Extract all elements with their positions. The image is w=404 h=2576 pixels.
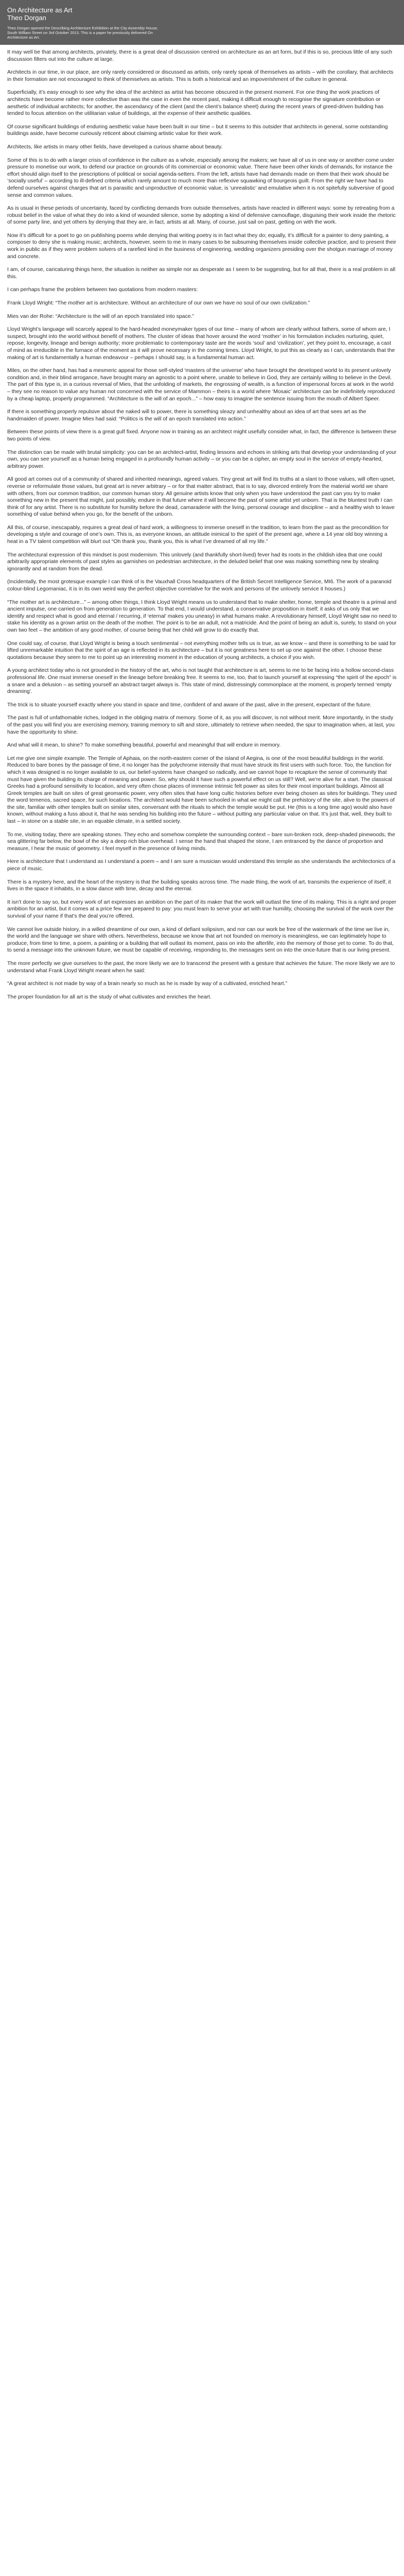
- paragraph: (Incidentally, the most grotesque example I can think of is the Vauxhall Cross headquarters of the British Secret Intelligence Service, MI6. The work of a paranoid colour-blind Legomaniac, it is in its own weird way the perfect objective correlative for the work and persons of the unlovely service it houses.): [7, 579, 392, 592]
- paragraph: The trick is to situate yourself exactly where you stand in space and time, confident of and aware of the past, alive in the present, expectant of the future.: [7, 701, 372, 708]
- article-author: Theo Dorgan: [7, 14, 46, 22]
- paragraph: Some of this is to do with a larger crisis of confidence in the culture as a whole, especially among the makers; we have all of us in one way or another come under pressure to monetise our work, to defend our practice on grounds of its commercial or economic value. There have been other kinds of demands, for instance the effort should align itself to the prescriptions of political or social agenda-setters. From the left, artists have had demands made on them that their work should be ‘socially useful’ – according to ill-defined criteria which rarely amount to much more than reflexive squawking of bourgeois guilt. From the right we have had to defend ourselves against charges that art is parasitic and unproductive of economic value, is ‘unrealistic’ and emulative when it is not spitefully subversive of good sense and common values.: [7, 157, 394, 198]
- article-body: [0, 45, 404, 1017]
- paragraph: The more perfectly we give ourselves to the past, the more likely we are to transcend the present with a gesture that achieves the future. The more likely we are to understand what Frank Lloyd Wright meant when he said:: [7, 960, 395, 974]
- paragraph: A young architect today who is not grounded in the history of the art, who is not taught that architecture is art, seems to me to be facing into a hollow second-class professional life. One must immerse oneself in the lineage before breaking free. It seems to me, too, that to launch yourself at expressing “the spirit of the epoch” is a snare and a delusion – as setting yourself an abstract target always is. This state of mind, distressingly commonplace at the moment, is properly termed ‘empty dreaming’.: [7, 667, 397, 695]
- paragraph: The past is full of unfathomable riches, lodged in the obliging matrix of memory. Some of it, as you will discover, is not without merit. More importantly, in the study of the past you will find you are exercising memory, training memory to sift and store, ultimately to retrieve when needed, the spur to imagination when, at last, you have the opportunity to shine.: [7, 715, 395, 735]
- paragraph: I can perhaps frame the problem between two quotations from modern masters:: [7, 286, 198, 293]
- paragraph: I am, of course, caricaturing things here, the situation is neither as simple nor as desperate as I seem to be suggesting, but for all that, there is a real problem in all this.: [7, 266, 396, 280]
- paragraph: Here is architecture that I understand as I understand a poem – and I am sure a musician would understand this temple as she understands the architectonics of a piece of music.: [7, 858, 396, 872]
- paragraph: It may well be that among architects, privately, there is a great deal of discussion centred on architecture as an art form, but if this is so, precious little of any such discussion filters out into the culture at large.: [7, 49, 392, 62]
- paragraph: And what will it mean, to shine? To make something beautiful, powerful and meaningful that will endure in memory.: [7, 742, 281, 749]
- paragraph: Let me give one simple example. The Temple of Aphaia, on the north-eastern corner of the island of Aegina, is one of the most beautiful buildings in the world. Reduced to bare bones by the passage of time, it no longer has the polychrome intensity that must have struck its first users with such force. Too, the function for which it was designed is no longer available to us, our belief-systems have changed so radically, and we cannot hope to recapture the sense of community that must have given the building its charge of meaning and power. So, why should it have such a powerful effect on us still? Well, we're alive for a start. The classical Greeks had a profound sensitivity to location, and very often chose places of immense intrinsic felt power as sites for their most important buildings. Almost all Greek temples are built on sites of great geomantic power, very often sites that have long cultic histories before ever being chosen as sites for buildings. They used the word temenos, sacred space, for such locations. The architect would have been schooled in what we might call the prehistory of the site, alive to the powers of the site, familiar with other temples built on similar sites, conversant with the rituals to which the temple would be put. He (this is a long time ago) would also have known, without making a fuss about it, that he was sending his building into the future – without putting any particular value on that. It’s just that, well, they built to last – in stone on a stable site, in an equable climate, in a settled society.: [7, 755, 397, 825]
- paragraph: “The mother art is architecture...” – among other things, I think Lloyd Wright means us to understand that to make shelter, home, temple and theatre is a primal and ancient impulse, one carried on from generation to generation. To that end, I would understand, a conservative proposition in itself; it asks of us only that we identify and respect what is good and eternal / recurring, if ‘eternal’ makes you uneasy) in what humans make. A revolutionary himself, Lloyd Wright saw no need to stake his identity as a grown artist on the death of the mother. The point is to be an adult, not a matricide. And the point of being an adult is, surely, to stand on your own two feet – the ambition of any good mother, of course being that her child will grow to do exactly that.: [7, 599, 397, 633]
- paragraph: All this, of course, inescapably, requires a great deal of hard work, a willingness to immerse oneself in the tradition, to learn from the past as the precondition for developing a style and courage of one’s own. This is, as everyone knows, an attitude inimical to the spirit of the present age, where a 14 year old boy winning a heat in a TV talent competition will blurt out “Oh thank you, thank you, this is what I’ve dreamed of all my life.”: [7, 524, 389, 545]
- article-note: Theo Dorgan opened the Describing Architecture Exhibition at the City Assembly House, South William Street on 3rd October 2013. This is a paper he previously delivered On Architecture as Art.: [7, 26, 159, 40]
- paragraph: One could say, of course, that Lloyd Wright is being a touch sentimental – not everything mother tells us is true, as we know – and there is something to be said for lifted unremarkable intuition that the spirit of an age is reflected in its architecture – but it is not greatness here to set up one against the other. I choose these quotations because they seem to me to point up an interesting moment in the education of young architects, a choice if you wish.: [7, 640, 396, 660]
- article-header: [0, 0, 404, 45]
- paragraph: The distinction can be made with brutal simplicity: you can be an architect-artist, finding lessons and echoes in striking arts that develop your understanding of your own, you can see yourself as a human being engaged in a profoundly human activity – or you can be a cipher, an empty soul in the service of empty-hearted, arbitrary power.: [7, 449, 397, 469]
- paragraph: Superficially, it’s easy enough to see why the idea of the architect as artist has become obscured in the present moment. For one thing the work practices of architects have become rather more collective than was the case in even the recent past, making it difficult enough to recognise the signature contribution or aesthetic of individual architects; for another, the ascendancy of the client (and the client’s balance sheet) during the recent years of greed-driven building has tended to focus attention on the utilitarian value of buildings, at the expense of their aesthetic qualities.: [7, 89, 384, 117]
- paragraph: It isn’t done to say so, but every work of art expresses an ambition on the part of its maker that the work will outlast the time of its making. This is a right and proper ambition for an artist, but it comes at a price few are prepared to pay: you must learn to serve your art with true humility, choosing the survival of the work over the survival of your name if that’s the deal you’re offered.: [7, 899, 397, 919]
- paragraph: We cannot live outside history, in a willed dreamtime of our own, a kind of defiant solipsism, and nor can our work be free of the watermark of the time we live in, the world and the language we share with others. Nevertheless, because we know that art not founded on memory is meaningless, we can legitimately hope to produce, from time to time, a poem, a painting or a building that will outlast its moment, pass on into the afterlife, into the memory of those yet to come. To do that, to send a message into the unknown future, we must be capable of receiving, responding to, the messages sent on into the once-future that is our living present.: [7, 926, 394, 954]
- paragraph: If there is something properly repulsive about the naked will to power, there is something sleazy and unhealthy about an idea of art that sees art as the handmaiden of power. Imagine Mies had said: “Politics is the will of an epoch translated into action.”: [7, 409, 366, 422]
- paragraph: The architectural expression of this mindset is post modernism. This unlovely (and thankfully short-lived) fever had its roots in the childish idea that one could arbitrarily appropriate elements of past styles as garnishes on pedestrian architecture, in the deluded belief that one was making something new by stealing ignorantly and at random from the dead.: [7, 551, 382, 572]
- paragraph: Between these points of view there is a great gulf fixed. Anyone now in training as an architect might usefully consider what, in fact, the difference is between these two points of view.: [7, 429, 397, 442]
- paragraph: Lloyd Wright’s language will scarcely appeal to the hard-headed moneymaker types of our time – many of whom are clearly without fathers, some of whom are, I suspect, brought into the world without benefit of mothers. The cluster of ideas that hover around the word ‘mother’ in his formulation includes nurturing, quiet, repose, longevity, lineage and benign authority; more problematic to contemporary taste are the words ‘soul’ and ‘civilization’, yet they point to, encourage, a cast of mind as irreducible in the furnace of the moment as it will prove necessary in the coming times. Lloyd Wright, to put this as clearly as I can, understands that the making of art is fundamentally a human endeavour – perhaps I should say, is a fundamental human act.: [7, 326, 395, 361]
- paragraph: Architects, like artists in many other fields, have developed a curious shame about beauty.: [7, 143, 223, 150]
- paragraph: Mies van der Rohe: “Architecture is the will of an epoch translated into space.”: [7, 313, 195, 319]
- article-title: On Architecture as Art: [7, 6, 73, 14]
- paragraph: “A great architect is not made by way of a brain nearly so much as he is made by way of a cultivated, enriched heart.”: [7, 980, 287, 987]
- paragraph: All good art comes out of a community of shared and inherited meanings, agreed values. Tiny great art will find its truths at a slant to those values, will often upset, reverse or reformulate those values, but great art is never arbitrary – or for that matter abstract, that is to say, divorced entirely from the material world we share with others, from our common tradition, our common human story. All genuine artists know that only when you have understood the past can you try to make something new in the present that might, just possibly, endure in that future where it will become the past of some artist yet unborn. That is the bluntest truth I can think of for any artist. There is no substitute for humility before the dead, camaraderie with the living, personal courage and discipline – and a healthy wish to leave something of value behind when you go, for the benefit of the unborn.: [7, 476, 395, 518]
- page: [0, 0, 404, 1017]
- paragraph: There is a mystery here, and the heart of the mystery is that the building speaks across time. The made thing, the work of art, transmits the experience of itself, it lives in the space it inhabits, in a slow dance with time, decay and the eternal.: [7, 878, 391, 892]
- paragraph: The proper foundation for all art is the study of what cultivates and enriches the heart.: [7, 993, 212, 1000]
- paragraph: Of course significant buildings of enduring aesthetic value have been built in our time – but it seems to this outsider that architects in general, some outstanding buildings aside, have become curiously reticent about claiming artistic value for their work.: [7, 123, 388, 137]
- paragraph: Frank Lloyd Wright: “The mother art is architecture. Without an architecture of our own we have no soul of our own civilization.”: [7, 300, 310, 307]
- paragraph: Now it’s difficult for a poet to go on publishing poems while denying that writing poetry is in fact what they do; equally, it’s difficult for a painter to deny painting, a composer to deny she is making music; architects, however, seem to me in many cases to be subsuming themselves inside collective practice, and to present their work in public as if they were problem solvers of a rarefied kind in the business of engineering, wedding organizers presiding over the shotgun marriage of money and concrete.: [7, 232, 396, 260]
- paragraph: Architects in our time, in our place, are only rarely considered or discussed as artists, only rarely speak of themselves as artists – with the corollary, that architects in their formation are not encouraged to think of themselves as artists. This is both a historical and an impoverishment of the culture in general.: [7, 69, 394, 82]
- paragraph: To me, visiting today, there are speaking stones. They echo and somehow complete the surrounding context – bare sun-broken rock, deep-shaded pinewoods, the sea glittering far below, the bowl of the sky a deep rich blue overhead. I sense the hand that shaped the stone, I am entranced by the dance of proportion and measure, I hear the music of geometry. I feel myself in the presence of living minds.: [7, 831, 395, 852]
- paragraph: As is usual in these periods of uncertainty, faced by conflicting demands from outside themselves, artists have reacted in different ways: some by retreating from a robust belief in the value of what they do into a kind of wounded silence, some by adopting a kind of defensive camouflage, disguising their work inside the rhetoric of some party line, and yet others by denying that they are, in fact, artists at all. Many, of course, just sail on past, getting on with the work.: [7, 205, 396, 226]
- paragraph: Miles, on the other hand, has had a mesmeric appeal for those self-styled ‘masters of the universe’ who have brought the developed world to its present unlovely condition and, in their blind arrogance, have brought many an agnostic to a point where, unable to believe in God, they are certainly willing to believe in the Devil. The part of this type is, in a curious reversal of Mies, that the unfolding of markets, the engrossing of wealth, is a function of impersonal forces at work in the world – they see no reason to value any human not concerned with the service of Mammon – theirs is a world where ‘Mosaic’ architecture can be indefinitely reproduced by a cheap laptop, properly programmed. “Architecture is the will of an epoch...” – how easy to imagine the sentence issuing from the mouth of Albert Speer.: [7, 367, 395, 402]
